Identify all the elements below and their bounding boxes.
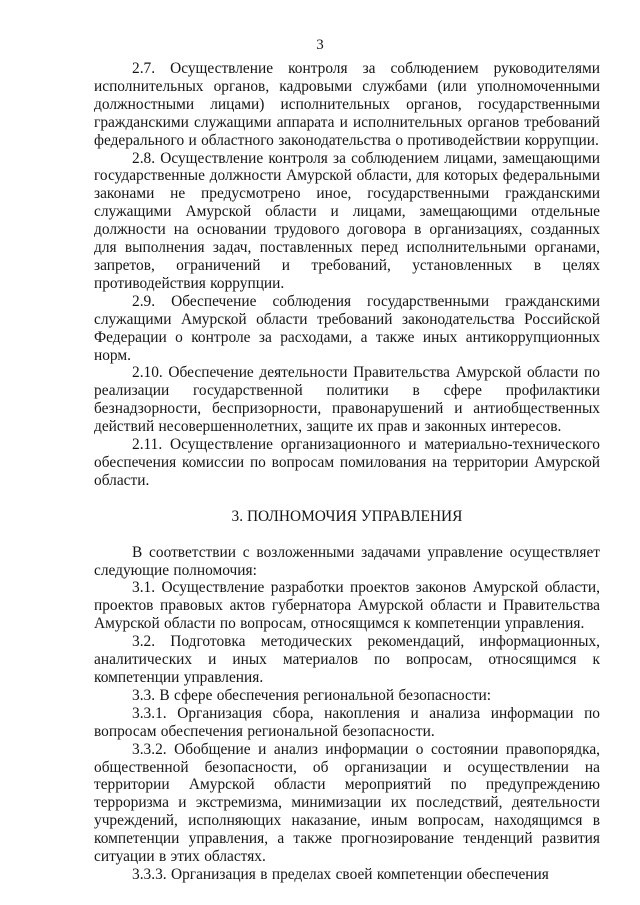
paragraph-3-1: 3.1. Осуществление разработки проектов законов Амурской области, проектов правовых актов губернатора Амурской области и Правительства Амурской области по вопросам, относящимся к компетенции управления. [94, 579, 600, 633]
paragraph-3-3-2: 3.3.2. Обобщение и анализ информации о состоянии правопорядка, общественной безопасности, об организации и осуществлении на территории Амурской области мероприятий по предупреждению терроризма и экстремизма, минимизации их последствий, деятельности учреждений, исполняющих наказание, иным вопросам, находящимся в компетенции управления, а также прогнозирование тенденций развития ситуации в этих областях. [94, 740, 600, 866]
paragraph-intro: В соответствии с возложенными задачами управление осуществляет следующие полномочия: [94, 543, 600, 579]
paragraph-2-7: 2.7. Осуществление контроля за соблюдением руководителями исполнительных органов, кадровыми службами (или уполномоченными должностными лицами) исполнительных органов, государственными гражданскими служащими аппарата и исполнительных органов требований федерального и областного законодательства о противодействии коррупции. [94, 60, 600, 149]
paragraph-2-11: 2.11. Осуществление организационного и материально-технического обеспечения комиссии по вопросам помилования на территории Амурской области. [94, 436, 600, 489]
paragraph-3-3-3: 3.3.3. Организация в пределах своей компетенции обеспечения [132, 865, 549, 883]
paragraph-2-9: 2.9. Обеспечение соблюдения государственными гражданскими служащими Амурской области требований законодательства Российской Федерации о контроле за расходами, а также иных антикоррупционных норм. [94, 292, 600, 364]
document-body [94, 60, 600, 884]
paragraph-2-10: 2.10. Обеспечение деятельности Правительства Амурской области по реализации государственной политики в сфере профилактики безнадзорности, беспризорности, правонарушений и антиобщественных действий несовершеннолетних, защите их прав и законных интересов. [94, 364, 600, 436]
paragraph-3-3-1: 3.3.1. Организация сбора, накопления и анализа информации по вопросам обеспечения региональной безопасности. [94, 704, 600, 740]
section-heading: 3. ПОЛНОМОЧИЯ УПРАВЛЕНИЯ [231, 507, 463, 525]
paragraph-3-3: 3.3. В сфере обеспечения региональной безопасности: [132, 686, 492, 704]
page-number: 3 [316, 37, 324, 53]
paragraph-2-8: 2.8. Осуществление контроля за соблюдением лицами, замещающими государственные должности Амурской области, для которых федеральными законами не предусмотрено иное, государственными гражданскими служащими Амурской области и лицами, замещающими отдельные должности на основании трудового договора в организациях, созданных для выполнения задач, поставленных перед исполнительными органами, запретов, ограничений и требований, установленных в целях противодействия коррупции. [94, 149, 600, 292]
paragraph-3-2: 3.2. Подготовка методических рекомендаций, информационных, аналитических и иных материалов по вопросам, относящимся к компетенции управления. [94, 633, 600, 686]
